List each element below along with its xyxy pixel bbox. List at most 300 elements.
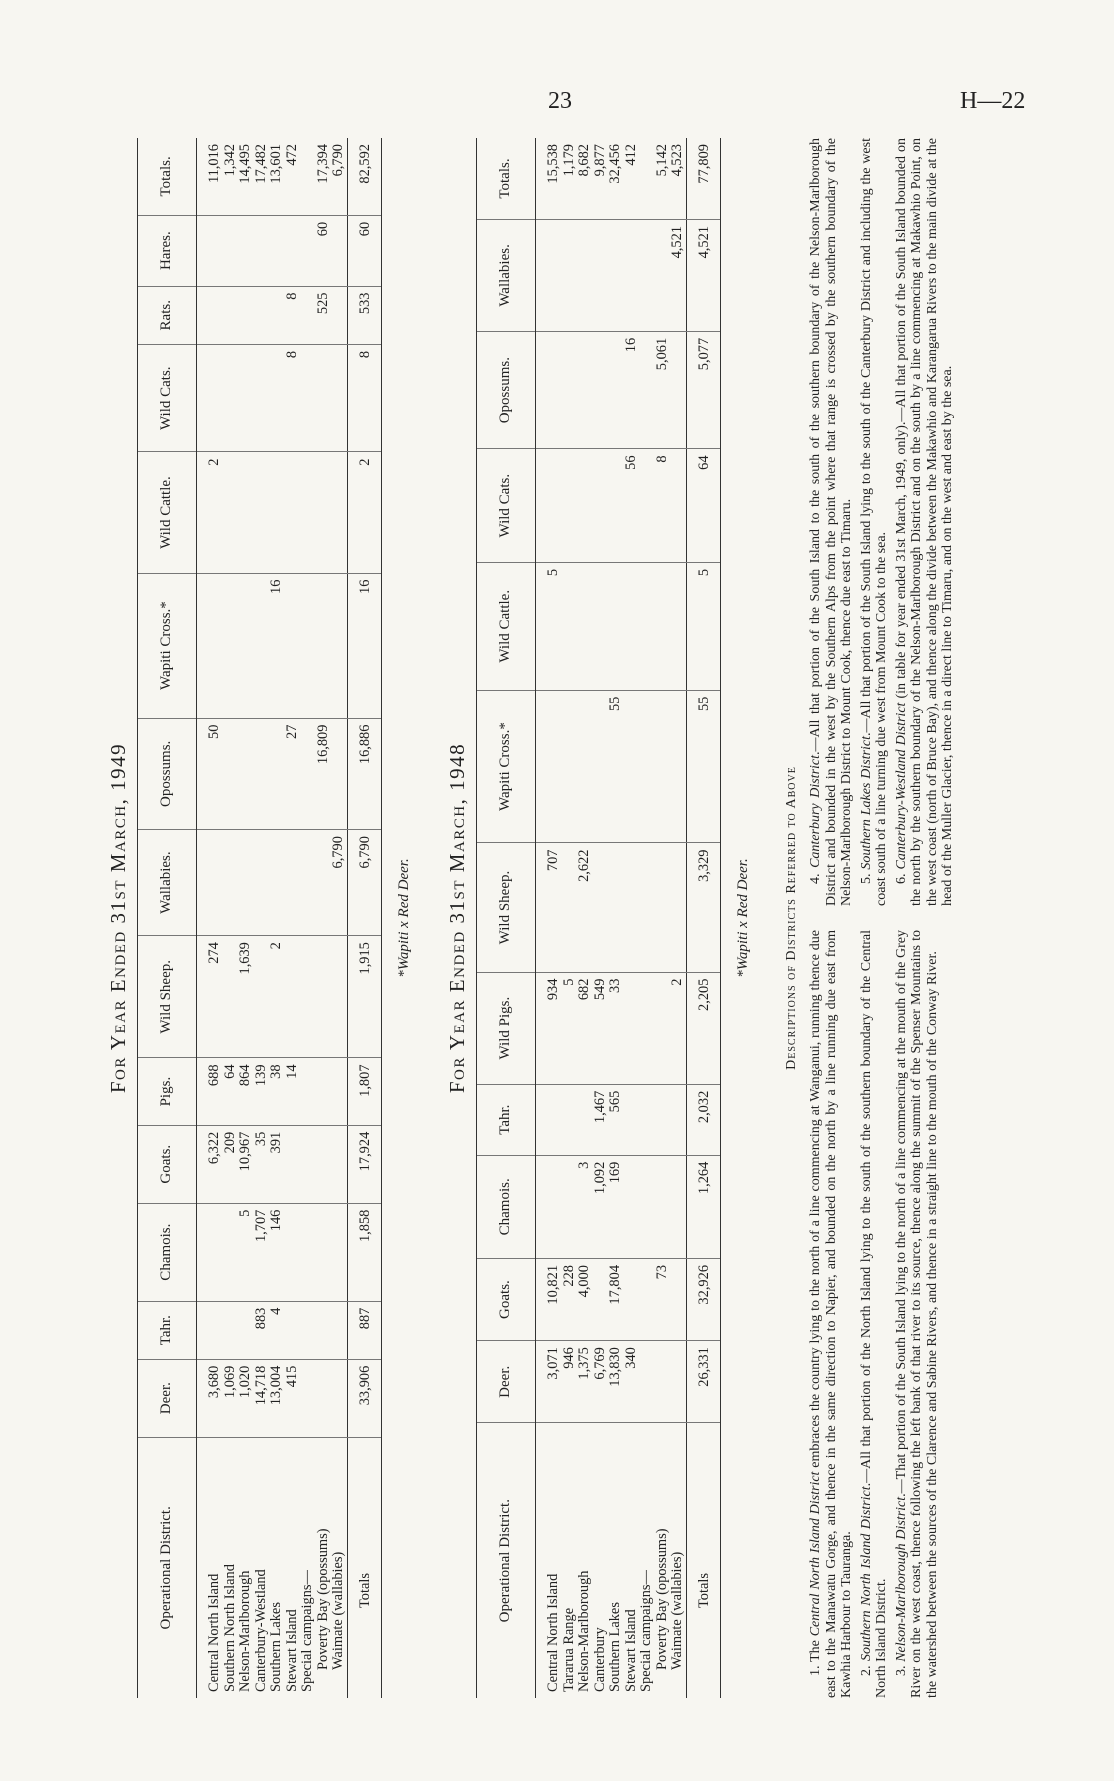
- value-cell: [670, 1341, 686, 1423]
- value-cell: [624, 843, 640, 972]
- value-cell: [197, 286, 223, 344]
- column-header: Wild Cattle.: [138, 452, 197, 573]
- value-cell: 3,071: [536, 1341, 562, 1423]
- value-cell: [223, 573, 239, 718]
- value-cell: 139: [254, 1058, 270, 1125]
- value-cell: [316, 1301, 332, 1359]
- value-cell: [655, 690, 671, 843]
- value-cell: [223, 452, 239, 573]
- description-number: 5.: [858, 869, 874, 884]
- district-name: Southern Lakes: [607, 1602, 623, 1692]
- value-cell: [300, 718, 316, 830]
- total-cell: 1,858: [347, 1203, 382, 1301]
- district-cell: [655, 1423, 671, 1698]
- table-row: [624, 138, 640, 1698]
- value-cell: [608, 331, 624, 449]
- value-cell: 565: [608, 1084, 624, 1155]
- value-cell: [300, 1359, 316, 1437]
- table-row: [254, 138, 270, 1698]
- value-cell: 2: [269, 936, 285, 1058]
- value-cell: [285, 1301, 301, 1359]
- district-name: Special campaigns—: [638, 1570, 654, 1692]
- value-cell: [639, 562, 655, 690]
- value-cell: [300, 936, 316, 1058]
- value-cell: 8: [655, 449, 671, 562]
- district-cell: [608, 1423, 624, 1698]
- total-cell: 6,790: [347, 830, 382, 936]
- value-cell: 38: [269, 1058, 285, 1125]
- total-cell: 4,521: [686, 220, 721, 332]
- description-number: 6.: [893, 869, 909, 884]
- value-cell: [577, 690, 593, 843]
- table-row: [300, 138, 316, 1698]
- table-row: [331, 138, 347, 1698]
- value-cell: [670, 562, 686, 690]
- column-header: Tahr.: [477, 1084, 536, 1155]
- value-cell: 32,456: [608, 138, 624, 220]
- total-cell: 33,906: [347, 1359, 382, 1437]
- value-cell: [577, 1084, 593, 1155]
- column-header: Wapiti Cross.*: [138, 573, 197, 718]
- column-header: Tahr.: [138, 1301, 197, 1359]
- value-cell: 1,092: [593, 1155, 609, 1258]
- value-cell: [300, 1125, 316, 1203]
- value-cell: 146: [269, 1203, 285, 1301]
- district-cell: [577, 1423, 593, 1698]
- district-cell: [285, 1437, 301, 1698]
- table-row: [562, 138, 578, 1698]
- value-cell: 228: [562, 1258, 578, 1340]
- value-cell: [285, 452, 301, 573]
- value-cell: [269, 718, 285, 830]
- value-cell: [639, 1341, 655, 1423]
- district-description: [859, 930, 890, 1698]
- value-cell: 4,521: [670, 220, 686, 332]
- district-description: [808, 138, 855, 906]
- value-cell: [639, 843, 655, 972]
- district-cell: [331, 1437, 347, 1698]
- value-cell: [624, 220, 640, 332]
- value-cell: 1,639: [238, 936, 254, 1058]
- value-cell: [223, 1203, 239, 1301]
- value-cell: [655, 1155, 671, 1258]
- table-1949-title: For Year Ended 31st March, 1949: [106, 742, 130, 1094]
- value-cell: [300, 1058, 316, 1125]
- district-description: [808, 930, 855, 1698]
- value-cell: 2: [670, 972, 686, 1084]
- value-cell: [331, 1301, 347, 1359]
- value-cell: [655, 1084, 671, 1155]
- table-1949-footnote: *Wapiti x Red Deer.: [396, 858, 412, 978]
- district-name: Waimate (wallabies): [330, 1551, 346, 1670]
- value-cell: [331, 452, 347, 573]
- table-row: [238, 138, 254, 1698]
- total-cell: 887: [347, 1301, 382, 1359]
- description-number: 3.: [893, 1661, 909, 1676]
- value-cell: [562, 843, 578, 972]
- value-cell: 864: [238, 1058, 254, 1125]
- table-row: [197, 138, 223, 1698]
- value-cell: [670, 690, 686, 843]
- value-cell: 8,682: [577, 138, 593, 220]
- description-district-name: Nelson-Marlborough District: [893, 1496, 909, 1662]
- value-cell: [562, 220, 578, 332]
- value-cell: [331, 1058, 347, 1125]
- table-row: [285, 138, 301, 1698]
- column-header: Wild Cats.: [138, 344, 197, 452]
- value-cell: [624, 972, 640, 1084]
- value-cell: [300, 830, 316, 936]
- table-1948: [476, 138, 721, 1698]
- value-cell: 17,482: [254, 138, 270, 215]
- column-header: Wild Pigs.: [477, 972, 536, 1084]
- value-cell: [608, 220, 624, 332]
- table-row: [639, 138, 655, 1698]
- value-cell: 169: [608, 1155, 624, 1258]
- value-cell: [316, 1359, 332, 1437]
- value-cell: [223, 215, 239, 286]
- description-district-name: Central North Island District: [808, 1471, 823, 1637]
- rotated-content: [98, 138, 1058, 1698]
- total-cell: 82,592: [347, 138, 382, 215]
- value-cell: [593, 562, 609, 690]
- value-cell: 946: [562, 1341, 578, 1423]
- value-cell: [536, 1155, 562, 1258]
- value-cell: [331, 1125, 347, 1203]
- column-header: Wallabies.: [138, 830, 197, 936]
- district-name: Central North Island: [545, 1573, 561, 1692]
- value-cell: [639, 138, 655, 220]
- table-1948-title: For Year Ended 31st March, 1948: [445, 742, 469, 1094]
- district-name: Stewart Island: [283, 1609, 300, 1692]
- value-cell: [331, 1203, 347, 1301]
- value-cell: [624, 690, 640, 843]
- column-header: Goats.: [138, 1125, 197, 1203]
- value-cell: [254, 573, 270, 718]
- value-cell: 6,790: [331, 138, 347, 215]
- district-name: Southern North Island: [221, 1564, 238, 1692]
- value-cell: [655, 220, 671, 332]
- totals-label: Totals: [347, 1437, 382, 1698]
- column-header: Wallabies.: [477, 220, 536, 332]
- value-cell: [238, 718, 254, 830]
- value-cell: 4: [269, 1301, 285, 1359]
- value-cell: [608, 449, 624, 562]
- value-cell: [223, 286, 239, 344]
- value-cell: [316, 1058, 332, 1125]
- value-cell: 33: [608, 972, 624, 1084]
- value-cell: [593, 220, 609, 332]
- value-cell: 17,394: [316, 138, 332, 215]
- value-cell: [269, 830, 285, 936]
- table-1948-header-row: [477, 138, 536, 1698]
- description-number: 2.: [858, 1660, 874, 1676]
- district-name: Central North Island: [206, 1573, 222, 1692]
- value-cell: 16,809: [316, 718, 332, 830]
- value-cell: 60: [316, 215, 332, 286]
- district-name: Canterbury-Westland: [252, 1569, 269, 1692]
- table-1949-section: [106, 138, 413, 1698]
- value-cell: 274: [197, 936, 223, 1058]
- value-cell: 50: [197, 718, 223, 830]
- table-1949-body: [197, 138, 382, 1698]
- column-header: Rats.: [138, 286, 197, 344]
- value-cell: [316, 1203, 332, 1301]
- district-name: Waimate (wallabies): [669, 1551, 685, 1670]
- value-cell: [254, 830, 270, 936]
- value-cell: 1,707: [254, 1203, 270, 1301]
- total-cell: 16: [347, 573, 382, 718]
- value-cell: 14,718: [254, 1359, 270, 1437]
- value-cell: 14,495: [238, 138, 254, 215]
- value-cell: [238, 1301, 254, 1359]
- description-district-name: Canterbury-Westland District: [893, 702, 909, 870]
- column-header: Wild Cattle.: [477, 562, 536, 690]
- value-cell: [562, 449, 578, 562]
- value-cell: 1,342: [223, 138, 239, 215]
- value-cell: [670, 843, 686, 972]
- value-cell: [300, 452, 316, 573]
- description-text: .—All that portion of the South Island lying to the south of the Canterbury District and including the west coast south of a line turning due west from Mount Cook to the sea.: [858, 138, 889, 906]
- district-name: Tararua Range: [560, 1607, 577, 1692]
- value-cell: [285, 573, 301, 718]
- value-cell: 8: [285, 344, 301, 452]
- value-cell: [238, 830, 254, 936]
- value-cell: [577, 331, 593, 449]
- value-cell: [655, 562, 671, 690]
- description-text: .—That portion of the South Island lying to the north of a line commencing at the mouth of the Grey River on the west coast, thence following the left bank of that river to its source, thence along the summit of the Spenser Mountains to the watershed between the sources of the Clarence and Sabine Rivers, and thence in a straight line to the mouth of the Conway River.: [893, 930, 940, 1698]
- value-cell: 73: [655, 1258, 671, 1340]
- value-cell: [238, 286, 254, 344]
- value-cell: [608, 843, 624, 972]
- value-cell: [577, 449, 593, 562]
- value-cell: 391: [269, 1125, 285, 1203]
- table-row: [593, 138, 609, 1698]
- value-cell: [269, 286, 285, 344]
- total-cell: 5,077: [686, 331, 721, 449]
- value-cell: [254, 452, 270, 573]
- table-1949: [137, 138, 382, 1698]
- value-cell: [639, 220, 655, 332]
- value-cell: [300, 344, 316, 452]
- value-cell: [223, 830, 239, 936]
- description-text: embraces the country lying to the north of a line commencing at Wanganui, running thence due east to the Manawatu Gorge, and thence in the same direction to Napier, and bounded on the north by a line running due east from Kawhia Harbour to Tauranga.: [808, 929, 854, 1698]
- total-cell: 26,331: [686, 1341, 721, 1423]
- value-cell: [223, 718, 239, 830]
- value-cell: 934: [536, 972, 562, 1084]
- value-cell: 5,061: [655, 331, 671, 449]
- description-district-name: Southern Lakes District: [858, 736, 874, 870]
- district-cell: [300, 1437, 316, 1698]
- description-district-name: Canterbury District: [808, 754, 823, 868]
- value-cell: [655, 843, 671, 972]
- value-cell: 17,804: [608, 1258, 624, 1340]
- value-cell: [254, 215, 270, 286]
- value-cell: [577, 562, 593, 690]
- column-header: Chamois.: [477, 1155, 536, 1258]
- district-cell: [562, 1423, 578, 1698]
- value-cell: 2,622: [577, 843, 593, 972]
- value-cell: [269, 344, 285, 452]
- value-cell: 14: [285, 1058, 301, 1125]
- total-cell: 1,807: [347, 1058, 382, 1125]
- table-row: [536, 138, 562, 1698]
- value-cell: [316, 573, 332, 718]
- value-cell: 5: [536, 562, 562, 690]
- value-cell: [285, 215, 301, 286]
- value-cell: 412: [624, 138, 640, 220]
- column-header-district: Operational District.: [477, 1423, 536, 1698]
- table-row: [608, 138, 624, 1698]
- district-description: [894, 138, 956, 906]
- value-cell: 9,877: [593, 138, 609, 220]
- column-header: Wild Sheep.: [477, 843, 536, 972]
- table-row: [670, 138, 686, 1698]
- district-cell: [593, 1423, 609, 1698]
- description-text: .—All that portion of the South Island to the south of the southern boundary of the Nelson-Marlborough District and bounded in the west by the Southern Alps from the point where that range is crossed by the southern boundary of the Nelson-Marlborough District to Mount Cook, thence due east to Timaru.: [808, 138, 854, 906]
- value-cell: [300, 215, 316, 286]
- total-cell: 1,915: [347, 936, 382, 1058]
- table-row: [655, 138, 671, 1698]
- district-cell: [197, 1437, 223, 1698]
- value-cell: [670, 449, 686, 562]
- value-cell: [238, 452, 254, 573]
- value-cell: [223, 1301, 239, 1359]
- value-cell: [562, 331, 578, 449]
- value-cell: 1,069: [223, 1359, 239, 1437]
- value-cell: 707: [536, 843, 562, 972]
- value-cell: [316, 1125, 332, 1203]
- value-cell: [655, 972, 671, 1084]
- value-cell: [639, 1258, 655, 1340]
- column-header: Totals.: [138, 138, 197, 215]
- value-cell: 472: [285, 138, 301, 215]
- table-1948-body: [536, 138, 721, 1698]
- value-cell: 64: [223, 1058, 239, 1125]
- total-cell: 60: [347, 215, 382, 286]
- column-header: Pigs.: [138, 1058, 197, 1125]
- value-cell: 13,830: [608, 1341, 624, 1423]
- total-cell: 32,926: [686, 1258, 721, 1340]
- value-cell: 1,020: [238, 1359, 254, 1437]
- value-cell: [300, 573, 316, 718]
- total-cell: 2: [347, 452, 382, 573]
- value-cell: [254, 936, 270, 1058]
- value-cell: [197, 215, 223, 286]
- table-1949-header-row: [138, 138, 197, 1698]
- value-cell: [269, 215, 285, 286]
- descriptions-column-left: [808, 930, 960, 1698]
- column-header: Opossums.: [138, 718, 197, 830]
- descriptions-column-right: [808, 138, 960, 906]
- value-cell: [536, 331, 562, 449]
- totals-row: [686, 138, 721, 1698]
- value-cell: [285, 1203, 301, 1301]
- total-cell: 64: [686, 449, 721, 562]
- total-cell: 3,329: [686, 843, 721, 972]
- value-cell: 209: [223, 1125, 239, 1203]
- column-header: Wapiti Cross.*: [477, 690, 536, 843]
- total-cell: 8: [347, 344, 382, 452]
- value-cell: 1,179: [562, 138, 578, 220]
- value-cell: 1,375: [577, 1341, 593, 1423]
- value-cell: [223, 344, 239, 452]
- total-cell: 1,264: [686, 1155, 721, 1258]
- value-cell: 16: [269, 573, 285, 718]
- description-lead: The: [808, 1636, 823, 1662]
- description-text: .—All that portion of the North Island lying to the south of the southern boundary of the Central North Island District.: [858, 930, 889, 1698]
- value-cell: [316, 830, 332, 936]
- value-cell: 549: [593, 972, 609, 1084]
- value-cell: [670, 1084, 686, 1155]
- total-cell: 2,205: [686, 972, 721, 1084]
- value-cell: [670, 1258, 686, 1340]
- value-cell: 13,004: [269, 1359, 285, 1437]
- value-cell: [331, 344, 347, 452]
- value-cell: [624, 1258, 640, 1340]
- column-header: Deer.: [138, 1359, 197, 1437]
- descriptions-heading: Descriptions of Districts Referred to Above: [784, 766, 799, 1070]
- district-cell: [316, 1437, 332, 1698]
- column-header-district: Operational District.: [138, 1437, 197, 1698]
- value-cell: 10,821: [536, 1258, 562, 1340]
- district-cell: [269, 1437, 285, 1698]
- district-description: [894, 930, 941, 1698]
- column-header: Opossums.: [477, 331, 536, 449]
- value-cell: 1,467: [593, 1084, 609, 1155]
- value-cell: [655, 1341, 671, 1423]
- value-cell: [254, 718, 270, 830]
- value-cell: [238, 344, 254, 452]
- value-cell: 8: [285, 286, 301, 344]
- district-name: Poverty Bay (opossums): [653, 1528, 670, 1670]
- total-cell: 77,809: [686, 138, 721, 220]
- district-name: Special campaigns—: [299, 1570, 315, 1692]
- value-cell: [536, 220, 562, 332]
- district-cell: [670, 1423, 686, 1698]
- value-cell: [670, 1155, 686, 1258]
- value-cell: [562, 1155, 578, 1258]
- value-cell: 27: [285, 718, 301, 830]
- value-cell: [316, 344, 332, 452]
- value-cell: [331, 215, 347, 286]
- value-cell: [593, 449, 609, 562]
- value-cell: 4,523: [670, 138, 686, 220]
- value-cell: 3,680: [197, 1359, 223, 1437]
- value-cell: [197, 830, 223, 936]
- table-1948-section: [445, 138, 752, 1698]
- district-cell: [223, 1437, 239, 1698]
- value-cell: [639, 972, 655, 1084]
- district-cell: [536, 1423, 562, 1698]
- value-cell: 2: [197, 452, 223, 573]
- value-cell: 682: [577, 972, 593, 1084]
- table-1948-footnote: *Wapiti x Red Deer.: [735, 858, 751, 978]
- value-cell: [562, 690, 578, 843]
- district-name: Canterbury: [591, 1627, 608, 1692]
- value-cell: [624, 1084, 640, 1155]
- total-cell: 2,032: [686, 1084, 721, 1155]
- value-cell: [300, 1301, 316, 1359]
- value-cell: 16: [624, 331, 640, 449]
- value-cell: 11,016: [197, 138, 223, 215]
- value-cell: [536, 449, 562, 562]
- table-row: [577, 138, 593, 1698]
- value-cell: 5: [562, 972, 578, 1084]
- value-cell: [300, 138, 316, 215]
- value-cell: [670, 331, 686, 449]
- value-cell: 6,790: [331, 830, 347, 936]
